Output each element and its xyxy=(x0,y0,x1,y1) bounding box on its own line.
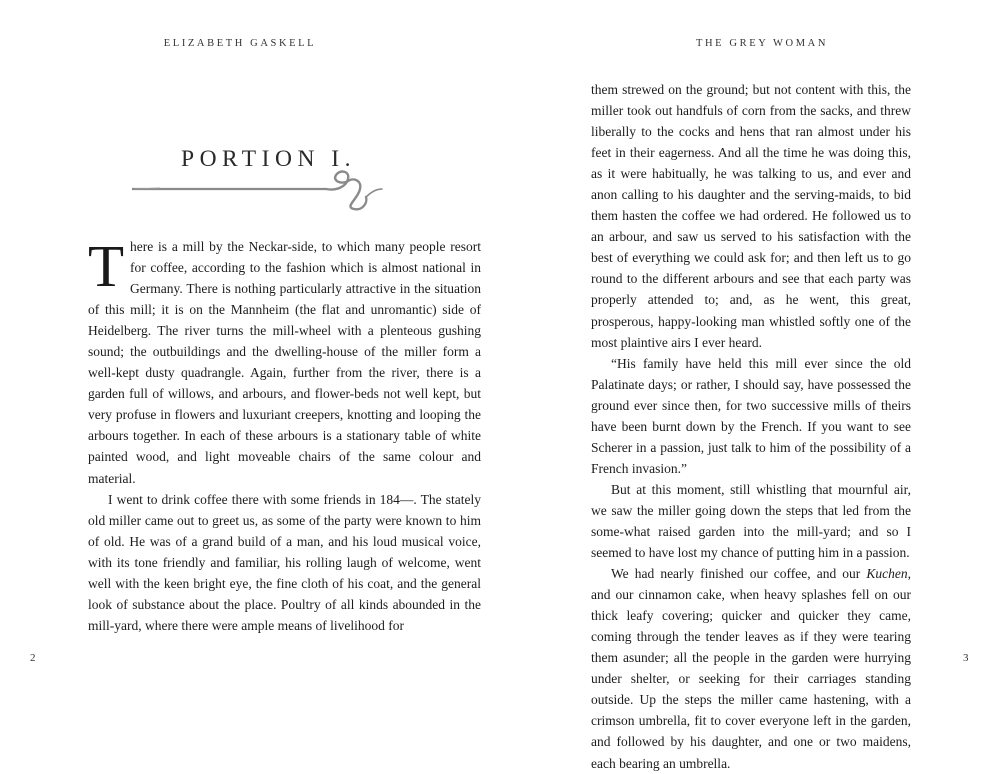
drop-cap: T xyxy=(88,233,125,299)
flourish-ornament-icon xyxy=(130,167,390,213)
paragraph: “His family have held this mill ever since the old Palatinate days; or rather, I should say, have possessed the ground ever since then, for two successive mills of theirs have been burnt down by the French. If you want to see Scherer in a passion, just talk to him of the possibility of a French invasion.” xyxy=(591,355,911,476)
paragraph: There is a mill by the Neckar-side, to which many people resort for coffee, according to the fashion which is almost national in Germany. There is nothing particularly attractive in the situation of this mill; it is on the Mannheim (the flat and unromantic) side of Heidelberg. The river turns the mill-wheel with a plenteous gushing sound; the outbuildings and the dwelling-house of the miller form a well-kept dusty quadrangle. Again, further from the river, there is a garden full of willows, and arbours, and flower-beds not well kept, but very profuse in flowers and luxuriant creepers, knotting and looping the arbours together. In each of these arbours is a stationary table of white painted wood, and light moveable chairs of the same colour and material. xyxy=(88,233,481,486)
right-page-text xyxy=(591,79,911,774)
running-header-title: THE GREY WOMAN xyxy=(695,38,829,49)
chapter-title: PORTION I. xyxy=(181,146,357,172)
paragraph: I went to drink coffee there with some friends in 184—. The stately old miller came out to greet us, as some of the party were known to him of old. He was of a grand build of a man, and his loud musical voice, with its tone friendly and familiar, his rolling laugh of welcome, went well with the keen bright eye, the fine cloth of his coat, and the general look of substance about the place. Poultry of all kinds abounded in the mill-yard, where there were ample means of livelihood for xyxy=(88,491,481,633)
page-number-left: 2 xyxy=(30,652,36,664)
left-page-text xyxy=(88,233,481,636)
running-header-author: ELIZABETH GASKELL xyxy=(163,38,317,49)
paragraph: But at this moment, still whistling that mournful air, we saw the miller going down the steps that led from the some-what raised garden into the mill-yard; and so I seemed to have lost my chance of putting him in a passion. xyxy=(591,481,911,561)
paragraph: them strewed on the ground; but not content with this, the miller took out handfuls of corn from the sacks, and threw liberally to the cocks and hens that ran almost under his feet in their eagerness. And all the time he was doing this, as it were habitually, he was talking to us, and ever and anon calling to his daughter and the serving-maids, to bid them hasten the coffee we had ordered. He followed us to an arbour, and saw us served to his satisfaction with the best of everything we could ask for; and then left us to go round to the different arbours and see that each party was properly attended to; and, as he went, this great, prosperous, happy-looking man whistled softly one of the most plaintive airs I ever heard. xyxy=(591,82,911,350)
paragraph: We had nearly finished our coffee, and our Kuchen, and our cinnamon cake, when heavy splashes fell on our thick leafy covering; quicker and quicker they came, coming through the tender leaves as if they were tearing them asunder; all the people in the garden were hurrying under shelter, or seeking for their carriages standing outside. Up the steps the miller came hastening, with a crimson umbrella, fit to cover everyone left in the garden, and followed by his daughter, and one or two maidens, each bearing an umbrella. xyxy=(591,566,911,771)
page-number-right: 3 xyxy=(963,652,969,664)
